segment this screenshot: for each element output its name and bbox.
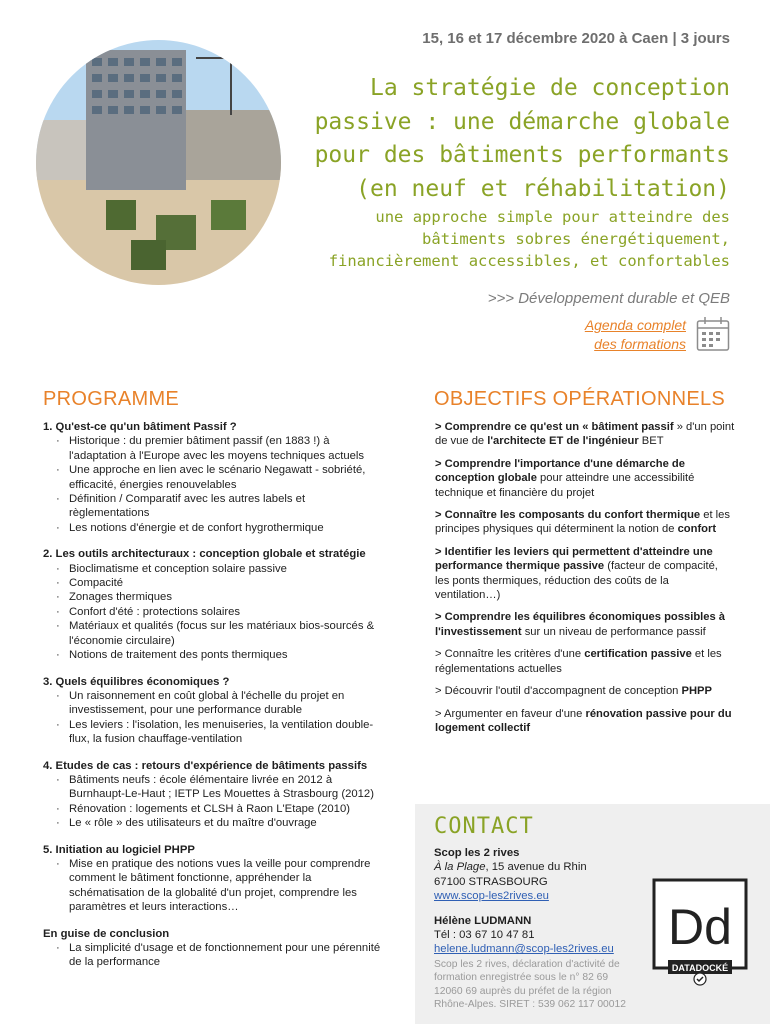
contact-info (434, 846, 644, 957)
programme-block-heading: 3. Quels équilibres économiques ? (43, 675, 230, 688)
objective-text: > Connaître les composants du confort thermique (435, 509, 701, 522)
address-line (434, 860, 644, 874)
programme-item: · Les notions d'énergie et de confort hygrothermique (69, 521, 388, 535)
programme-block (43, 420, 388, 535)
programme-items (43, 857, 388, 915)
programme-block (43, 927, 388, 970)
agenda-link-line[interactable]: des formations (594, 336, 686, 352)
contact-heading: CONTACT (434, 814, 534, 839)
programme-block (43, 675, 388, 747)
address-city: 67100 STRASBOURG (434, 875, 548, 888)
objective-text: > Identifier les leviers qui permettent d'atteindre une performance thermique passive (435, 545, 713, 573)
objective-item (435, 684, 735, 698)
objective-text: certification passive (584, 648, 692, 661)
objective-text: confort (677, 523, 717, 536)
page-subtitle (270, 206, 730, 272)
programme-item: · Bâtiments neufs : école élémentaire livrée en 2012 à Burnhaupt-Le-Haut ; IETP Les Mouettes à Strasbourg (2012) (69, 773, 388, 802)
programme-item: · Notions de traitement des ponts thermiques (69, 648, 388, 662)
programme-item: · Définition / Comparatif avec les autres labels et règlementations (69, 492, 388, 521)
programme-item: · Matériaux et qualités (focus sur les matériaux bios-sourcés & l'économie circulaire) (69, 619, 388, 648)
programme-item: · Le « rôle » des utilisateurs et du maître d'ouvrage (69, 816, 388, 830)
website-link[interactable]: www.scop-les2rives.eu (434, 890, 549, 903)
objective-item (435, 420, 735, 449)
objective-text: l'architecte ET de l'ingénieur (487, 435, 639, 448)
subtitle-line: une approche simple pour atteindre des (375, 208, 730, 226)
programme-items (43, 562, 388, 663)
title-line: passive : une démarche globale (314, 108, 730, 135)
programme-block (43, 759, 388, 831)
objective-text: sur un niveau de performance passif (521, 625, 706, 638)
programme-item: · Zonages thermiques (69, 590, 388, 604)
title-line: (en neuf et réhabilitation) (356, 175, 730, 202)
page-title (270, 72, 730, 206)
programme-block-heading: 1. Qu'est-ce qu'un bâtiment Passif ? (43, 421, 237, 433)
calendar-icon[interactable] (696, 316, 730, 352)
objective-text: pour atteindre une accessibilité technique et financière du projet (435, 472, 695, 499)
objective-text: > Comprendre les équilibres économiques possibles à l'investissement (435, 611, 726, 638)
objective-item (435, 508, 735, 537)
programme-block (43, 843, 388, 915)
programme-block-heading: 4. Etudes de cas : retours d'expérience de bâtiments passifs (43, 759, 368, 772)
subtitle-line: bâtiments sobres énergétiquement, (422, 230, 730, 248)
objective-text: » d'un point de vue de (435, 421, 735, 448)
programme-item: · La simplicité d'usage et de fonctionnement pour une pérennité de la performance (69, 941, 388, 970)
objective-text: et les réglementations actuelles (435, 648, 722, 675)
objective-text: BET (638, 435, 664, 448)
address-place: À la Plage (434, 861, 486, 874)
objective-item (435, 707, 735, 736)
programme-item: · Rénovation : logements et CLSH à Raon L'Etape (2010) (69, 802, 388, 816)
programme-list (43, 420, 388, 982)
objectives-heading: OBJECTIFS OPÉRATIONNELS (434, 388, 726, 410)
datadock-label: DATADOCKÉ (671, 963, 729, 973)
programme-item: · Les leviers : l'isolation, les menuiseries, la ventilation double-flux, la fusion chauffage-ventilation (69, 718, 388, 747)
title-line: La stratégie de conception (369, 75, 730, 101)
programme-block-heading: En guise de conclusion (43, 927, 170, 940)
programme-item: · Un raisonnement en coût global à l'échelle du projet en investissement, pour une performance durable (69, 689, 388, 718)
objective-item (435, 610, 735, 639)
programme-block (43, 547, 388, 662)
objective-item (435, 545, 735, 603)
contact-person: Hélène LUDMANN (434, 914, 532, 927)
objective-text: PHPP (681, 685, 712, 698)
programme-item: · Mise en pratique des notions vues la veille pour comprendre comment le bâtiment fonctionne, appréhender la schématisation de la globalité d'un projet, comprendre les paramètres et leurs interactions… (69, 857, 388, 915)
event-date: 15, 16 et 17 décembre 2020 à Caen | 3 jours (422, 30, 730, 47)
programme-items (43, 773, 388, 831)
programme-items (43, 941, 388, 970)
programme-items (43, 689, 388, 747)
programme-heading: PROGRAMME (43, 388, 180, 410)
objective-text: > Comprendre ce qu'est un « bâtiment passif (435, 421, 677, 433)
objective-text: > Découvrir l'outil d'accompagnent de conception (435, 685, 682, 698)
objectives-list (435, 420, 735, 743)
objective-text: > Connaître les critères d'une (435, 648, 585, 661)
email-link[interactable]: helene.ludmann@scop-les2rives.eu (434, 943, 614, 956)
agenda-link-line[interactable]: Agenda complet (584, 317, 686, 333)
objective-text: (facteur de compacité, les ponts thermiques, réduction des coûts de la ventilation…) (435, 560, 718, 602)
objective-text: > Comprendre l'importance d'une démarche de conception globale (435, 457, 685, 485)
datadock-logo-letters: Dd (668, 899, 732, 955)
programme-items (43, 434, 388, 535)
legal-notice: Scop les 2 rives, déclaration d'activité de formation enregistrée sous le n° 82 69 12060 69 auprès du préfet de la région Rhône-Alpes. SIRET : 539 062 117 00012 (434, 959, 626, 1011)
title-line: pour des bâtiments performants (314, 142, 730, 168)
programme-item: · Historique : du premier bâtiment passif (en 1883 !) à l'adaptation à l'Europe avec les moyens techniques actuels (69, 434, 388, 463)
org-name: Scop les 2 rives (434, 847, 520, 859)
objective-item (435, 647, 735, 676)
subtitle-line: financièrement accessibles, et confortables (328, 252, 730, 270)
objective-text: > Argumenter en faveur d'une (435, 707, 586, 720)
datadock-badge (652, 878, 748, 986)
objective-item (435, 457, 735, 500)
objective-text: et les principes physiques qui déterminent la notion de (435, 509, 730, 536)
address-street: , 15 avenue du Rhin (485, 861, 587, 874)
objective-text: rénovation passive pour du logement collectif (435, 707, 732, 734)
agenda-link[interactable] (585, 316, 686, 354)
programme-block-heading: 2. Les outils architecturaux : conception globale et stratégie (43, 548, 366, 561)
programme-item: · Une approche en lien avec le scénario Negawatt - sobriété, efficacité, énergies renouvelables (69, 463, 388, 492)
domain-label: >>> Développement durable et QEB (487, 290, 730, 307)
programme-item: · Compacité (69, 576, 388, 590)
header-photo (36, 40, 281, 285)
programme-item: · Bioclimatisme et conception solaire passive (69, 562, 388, 576)
programme-item: · Confort d'été : protections solaires (69, 605, 388, 619)
programme-block-heading: 5. Initiation au logiciel PHPP (43, 843, 195, 856)
contact-phone: Tél : 03 67 10 47 81 (434, 929, 535, 942)
